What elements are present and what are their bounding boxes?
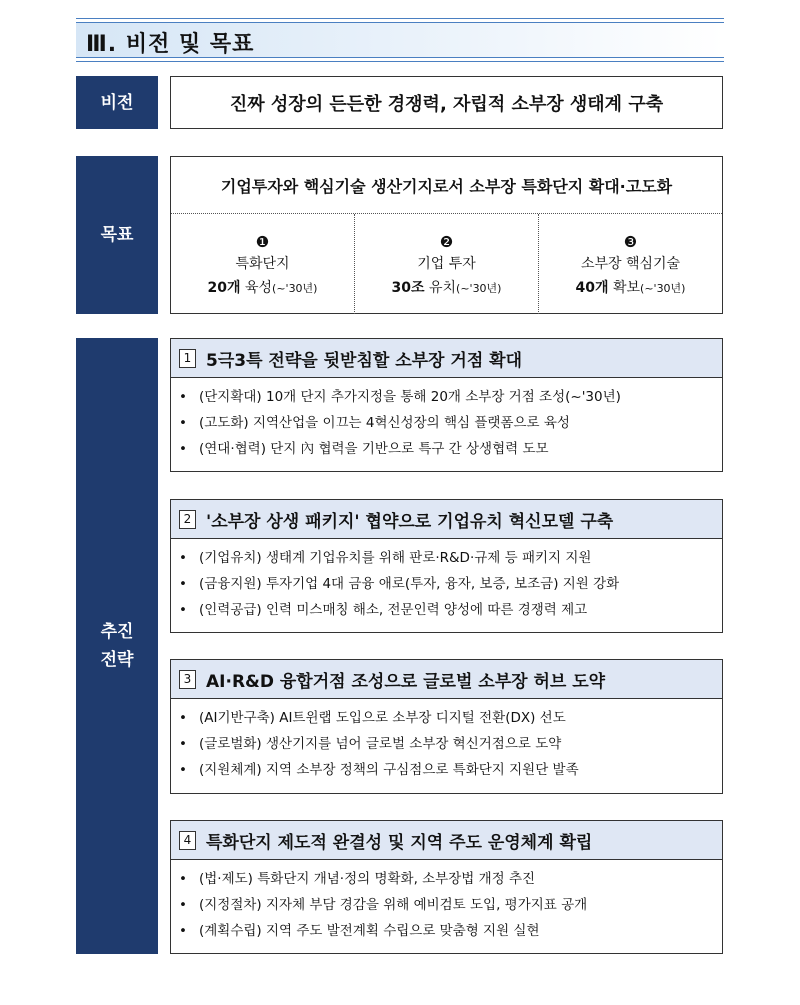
strategy-label-line2: 전략 bbox=[100, 650, 134, 670]
list-item: • (법·제도) 특화단지 개념·정의 명확화, 소부장법 개정 추진 bbox=[179, 866, 722, 892]
bullet-icon: • bbox=[179, 389, 187, 405]
bullet-icon: • bbox=[179, 415, 187, 431]
strategy-bullets bbox=[171, 699, 722, 789]
goal-box bbox=[170, 156, 723, 314]
page-title: Ⅲ. 비전 및 목표 bbox=[86, 32, 255, 57]
strategy-heading bbox=[171, 500, 722, 539]
goal-number-badge: ❷ bbox=[439, 233, 454, 251]
strategy-box-2 bbox=[170, 499, 723, 633]
strategy-label-line1: 추진 bbox=[100, 622, 134, 642]
goal-target-2 bbox=[355, 214, 539, 314]
strategy-number-box: 4 bbox=[179, 831, 196, 850]
strategy-title: AI·R&D 융합거점 조성으로 글로벌 소부장 허브 도약 bbox=[206, 671, 606, 692]
section-title-banner bbox=[76, 18, 724, 62]
bullet-icon: • bbox=[179, 710, 187, 726]
bullet-icon: • bbox=[179, 923, 187, 939]
goal-target-value: 30조 유치(~'30년) bbox=[391, 280, 502, 296]
goal-target-name: 특화단지 bbox=[235, 256, 290, 272]
list-item: • (지정절차) 지자체 부담 경감을 위해 예비검토 도입, 평가지표 공개 bbox=[179, 892, 722, 918]
strategy-label bbox=[76, 338, 158, 954]
strategy-box-3 bbox=[170, 659, 723, 794]
goal-headline bbox=[171, 157, 722, 214]
goal-targets bbox=[171, 214, 722, 314]
list-item: • (인력공급) 인력 미스매칭 해소, 전문인력 양성에 따른 경쟁력 제고 bbox=[179, 597, 722, 623]
bullet-icon: • bbox=[179, 602, 187, 618]
goal-target-1 bbox=[171, 214, 355, 314]
list-item: • (지원체계) 지역 소부장 정책의 구심점으로 특화단지 지원단 발족 bbox=[179, 757, 722, 783]
bullet-icon: • bbox=[179, 762, 187, 778]
bullet-icon: • bbox=[179, 897, 187, 913]
vision-label bbox=[76, 76, 158, 129]
goal-number-badge: ❸ bbox=[623, 233, 638, 251]
vision-statement bbox=[170, 76, 723, 129]
goal-target-3 bbox=[539, 214, 722, 314]
strategy-bullets bbox=[171, 378, 722, 468]
goal-target-value: 40개 확보(~'30년) bbox=[575, 280, 686, 296]
strategy-heading bbox=[171, 660, 722, 699]
strategy-bullets bbox=[171, 860, 722, 950]
list-item: • (계획수립) 지역 주도 발전계획 수립으로 맞춤형 지원 실현 bbox=[179, 918, 722, 944]
vision-text: 진짜 성장의 든든한 경쟁력, 자립적 소부장 생태계 구축 bbox=[229, 93, 664, 115]
bullet-icon: • bbox=[179, 576, 187, 592]
list-item: • (연대·협력) 단지 內 협력을 기반으로 특구 간 상생협력 도모 bbox=[179, 436, 722, 462]
goal-target-value: 20개 육성(~'30년) bbox=[207, 280, 318, 296]
goal-target-name: 소부장 핵심기술 bbox=[580, 256, 681, 272]
list-item: • (단지확대) 10개 단지 추가지정을 통해 20개 소부장 거점 조성(~'30년) bbox=[179, 384, 722, 410]
bullet-icon: • bbox=[179, 871, 187, 887]
bullet-icon: • bbox=[179, 550, 187, 566]
list-item: • (금융지원) 투자기업 4대 금융 애로(투자, 융자, 보증, 보조금) 지원 강화 bbox=[179, 571, 722, 597]
strategy-bullets bbox=[171, 539, 722, 629]
list-item: • (AI기반구축) AI트윈랩 도입으로 소부장 디지털 전환(DX) 선도 bbox=[179, 705, 722, 731]
strategy-box-1 bbox=[170, 338, 723, 472]
strategy-box-4 bbox=[170, 820, 723, 954]
strategy-number-box: 2 bbox=[179, 510, 196, 529]
strategy-title: 특화단지 제도적 완결성 및 지역 주도 운영체계 확립 bbox=[206, 832, 593, 853]
strategy-title: 5극3특 전략을 뒷받침할 소부장 거점 확대 bbox=[206, 350, 523, 371]
list-item: • (기업유치) 생태계 기업유치를 위해 판로·R&D·규제 등 패키지 지원 bbox=[179, 545, 722, 571]
strategy-title: '소부장 상생 패키지' 협약으로 기업유치 혁신모델 구축 bbox=[206, 511, 614, 532]
goal-label-text: 목표 bbox=[100, 225, 134, 245]
vision-label-text: 비전 bbox=[100, 92, 134, 113]
goal-target-name: 기업 투자 bbox=[417, 256, 476, 272]
strategy-heading bbox=[171, 821, 722, 860]
goal-label bbox=[76, 156, 158, 314]
goal-number-badge: ❶ bbox=[255, 233, 270, 251]
list-item: • (고도화) 지역산업을 이끄는 4혁신성장의 핵심 플랫폼으로 육성 bbox=[179, 410, 722, 436]
goal-headline-text: 기업투자와 핵심기술 생산기지로서 소부장 특화단지 확대·고도화 bbox=[220, 176, 673, 196]
strategy-heading bbox=[171, 339, 722, 378]
bullet-icon: • bbox=[179, 736, 187, 752]
strategy-number-box: 1 bbox=[179, 349, 196, 368]
bullet-icon: • bbox=[179, 441, 187, 457]
strategy-number-box: 3 bbox=[179, 670, 196, 689]
list-item: • (글로벌화) 생산기지를 넘어 글로벌 소부장 혁신거점으로 도약 bbox=[179, 731, 722, 757]
